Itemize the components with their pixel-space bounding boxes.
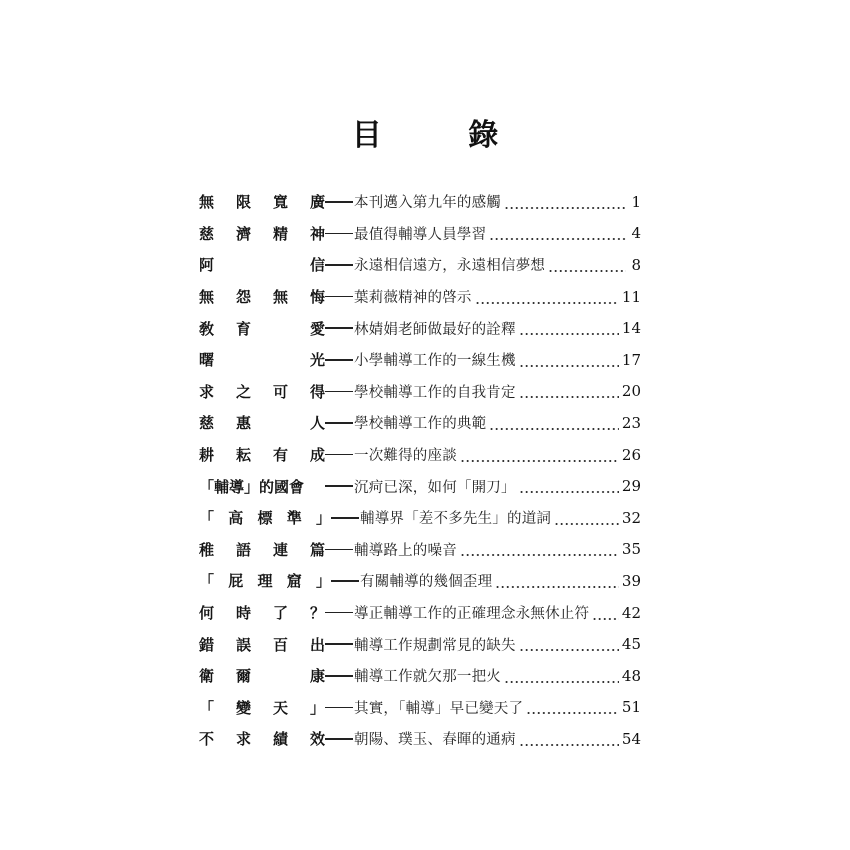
dot-leader	[548, 262, 626, 274]
toc-entry[interactable]	[199, 502, 641, 534]
heading-char: 篇	[310, 540, 326, 559]
heading-char: 誤	[236, 635, 252, 654]
page-number: 23	[621, 413, 641, 432]
em-dash-separator	[325, 201, 353, 203]
heading-char	[273, 349, 310, 370]
heading-char: 育	[236, 319, 252, 338]
dot-leader	[519, 357, 619, 369]
dot-leader	[592, 610, 619, 622]
heading-char: 得	[310, 382, 326, 401]
heading-char: 惠	[236, 414, 252, 433]
em-dash-separator	[325, 643, 353, 645]
heading-char: 「輔導」的國會	[199, 477, 305, 496]
heading-char: 求	[236, 730, 252, 749]
heading-char: 敎	[199, 319, 215, 338]
toc-entry[interactable]	[199, 218, 641, 250]
toc-entry[interactable]	[199, 723, 641, 755]
toc-entry[interactable]	[199, 660, 641, 692]
toc-entry-heading	[199, 381, 325, 402]
heading-char: 績	[273, 730, 289, 749]
dot-leader	[554, 515, 619, 527]
em-dash-separator	[331, 517, 359, 519]
heading-char: 連	[273, 540, 289, 559]
heading-char: 人	[310, 414, 326, 433]
em-dash-separator	[325, 612, 353, 614]
toc-entry[interactable]	[199, 534, 641, 566]
page-number: 45	[621, 635, 641, 654]
table-of-contents	[199, 186, 641, 755]
heading-char: 」	[316, 572, 332, 591]
heading-char	[273, 254, 310, 275]
toc-entry-heading	[199, 223, 325, 244]
toc-entry-subtitle: 輔導工作就欠那一把火	[354, 669, 501, 686]
heading-char: 屁	[228, 572, 244, 591]
toc-entry[interactable]	[199, 376, 641, 408]
heading-char: 愛	[310, 319, 326, 338]
em-dash-separator	[331, 580, 359, 582]
toc-entry-heading	[199, 254, 325, 275]
heading-char: 無	[199, 288, 215, 307]
heading-char: 神	[310, 224, 326, 243]
toc-entry-subtitle: 輔導工作規劃常見的缺失	[354, 637, 516, 654]
heading-char: 天	[273, 698, 289, 717]
heading-char: 「	[199, 698, 215, 717]
dot-leader	[526, 704, 619, 716]
page-number: 54	[621, 729, 641, 748]
heading-char: 「	[199, 572, 215, 591]
dot-leader	[475, 294, 619, 306]
toc-entry[interactable]	[199, 281, 641, 313]
toc-entry-subtitle: 學校輔導工作的典範	[354, 416, 487, 433]
heading-char: 無	[273, 288, 289, 307]
dot-leader	[489, 420, 619, 432]
page-number: 17	[621, 350, 641, 369]
toc-entry-heading	[199, 602, 325, 623]
heading-char: 百	[273, 635, 289, 654]
heading-char: 理	[257, 572, 273, 591]
heading-char: 寬	[273, 193, 289, 212]
toc-entry-heading	[199, 444, 325, 465]
toc-entry-subtitle: 小學輔導工作的一線生機	[354, 353, 516, 370]
toc-entry-heading	[199, 570, 331, 591]
em-dash-separator	[325, 422, 353, 424]
heading-char: 錯	[199, 635, 215, 654]
toc-entry-subtitle: 最值得輔導人員學習	[354, 226, 487, 243]
heading-char: 」	[316, 509, 332, 528]
heading-char: 了	[273, 604, 289, 623]
em-dash-separator	[325, 264, 353, 266]
heading-char: 精	[273, 224, 289, 243]
heading-char: 準	[286, 509, 302, 528]
page-number: 39	[621, 571, 641, 590]
heading-char: 濟	[236, 224, 252, 243]
toc-entry-subtitle: 沉疴已深，如何「開刀」	[354, 479, 516, 496]
toc-entry-heading	[199, 634, 325, 655]
heading-char: 曙	[199, 351, 215, 370]
em-dash-separator	[325, 391, 353, 393]
heading-char: 出	[310, 635, 326, 654]
heading-char: ？	[310, 604, 326, 623]
heading-char: 語	[236, 540, 252, 559]
toc-entry-subtitle: 導正輔導工作的正確理念永無休止符	[354, 606, 590, 623]
heading-char: 康	[310, 667, 326, 686]
dot-leader	[489, 230, 626, 242]
toc-entry-heading	[199, 697, 325, 718]
heading-char: 效	[310, 730, 326, 749]
heading-char: 之	[236, 382, 252, 401]
toc-entry-heading	[199, 412, 325, 433]
toc-entry-heading	[199, 349, 325, 370]
toc-entry[interactable]	[199, 565, 641, 597]
heading-char	[273, 412, 310, 433]
page-number: 26	[621, 445, 641, 464]
toc-entry[interactable]	[199, 407, 641, 439]
page-number: 42	[621, 603, 641, 622]
em-dash-separator	[325, 738, 353, 740]
heading-char: 不	[199, 730, 215, 749]
heading-char: 怨	[236, 288, 252, 307]
toc-entry[interactable]	[199, 439, 641, 471]
dot-leader	[519, 736, 619, 748]
toc-entry[interactable]	[199, 470, 641, 502]
toc-entry-subtitle: 其實，「輔導」早已變天了	[354, 700, 524, 717]
em-dash-separator	[325, 549, 353, 551]
heading-char	[273, 318, 310, 339]
dot-leader	[495, 578, 619, 590]
toc-entry[interactable]	[199, 597, 641, 629]
heading-char: 爾	[236, 667, 252, 686]
heading-char: 」	[310, 698, 326, 717]
toc-entry[interactable]	[199, 249, 641, 281]
heading-char: 耕	[199, 446, 215, 465]
heading-char: 阿	[199, 256, 215, 275]
em-dash-separator	[325, 233, 353, 235]
toc-entry-subtitle: 葉莉薇精神的啓示	[354, 290, 472, 307]
toc-entry-heading	[199, 539, 325, 560]
toc-entry[interactable]	[199, 628, 641, 660]
toc-entry[interactable]	[199, 312, 641, 344]
em-dash-separator	[325, 454, 353, 456]
page-number: 48	[621, 666, 641, 685]
dot-leader	[519, 388, 619, 400]
em-dash-separator	[325, 359, 353, 361]
heading-char: 慈	[199, 224, 215, 243]
toc-entry-heading	[199, 476, 325, 497]
heading-char: 稚	[199, 540, 215, 559]
heading-char	[236, 254, 273, 275]
dot-leader	[460, 452, 619, 464]
toc-entry-heading	[199, 728, 325, 749]
heading-char: 「	[199, 509, 215, 528]
dot-leader	[519, 325, 619, 337]
dot-leader	[460, 546, 619, 558]
toc-entry-subtitle: 學校輔導工作的自我肯定	[354, 384, 516, 401]
toc-entry[interactable]	[199, 344, 641, 376]
heading-char	[273, 665, 310, 686]
heading-char: 有	[273, 446, 289, 465]
toc-entry[interactable]	[199, 186, 641, 218]
toc-entry-heading	[199, 318, 325, 339]
heading-char: 成	[310, 446, 326, 465]
toc-entry[interactable]	[199, 692, 641, 724]
heading-char: 可	[273, 382, 289, 401]
heading-char: 標	[257, 509, 273, 528]
dot-leader	[504, 673, 619, 685]
page-number: 8	[631, 255, 641, 274]
page-number: 11	[621, 287, 641, 306]
heading-char: 耘	[236, 446, 252, 465]
page-number: 35	[621, 540, 641, 559]
heading-char: 時	[236, 604, 252, 623]
heading-char: 高	[228, 509, 244, 528]
em-dash-separator	[325, 296, 353, 298]
toc-entry-subtitle: 本刊邁入第九年的感觸	[354, 195, 501, 212]
page-number: 29	[621, 477, 641, 496]
toc-entry-subtitle: 輔導路上的噪音	[354, 542, 457, 559]
toc-entry-heading	[199, 191, 325, 212]
dot-leader	[504, 199, 626, 211]
heading-char: 衛	[199, 667, 215, 686]
heading-char	[236, 349, 273, 370]
page-number: 14	[621, 319, 641, 338]
heading-char: 何	[199, 604, 215, 623]
em-dash-separator	[325, 327, 353, 329]
heading-char: 悔	[310, 288, 326, 307]
em-dash-separator	[325, 707, 353, 709]
heading-char: 光	[310, 351, 326, 370]
page-number: 32	[621, 508, 641, 527]
toc-entry-subtitle: 朝陽、璞玉、春暉的通病	[354, 732, 516, 749]
dot-leader	[519, 483, 619, 495]
toc-entry-subtitle: 有關輔導的幾個歪理	[360, 574, 493, 591]
heading-char: 限	[236, 193, 252, 212]
toc-entry-subtitle: 一次難得的座談	[354, 448, 457, 465]
page-title: 目 錄	[351, 118, 537, 153]
toc-entry-subtitle: 輔導界「差不多先生」的道詞	[360, 511, 552, 528]
toc-entry-heading	[199, 665, 325, 686]
toc-entry-subtitle: 永遠相信遠方，永遠相信夢想	[354, 258, 546, 275]
page-number: 4	[631, 224, 641, 243]
heading-char: 信	[310, 256, 326, 275]
em-dash-separator	[325, 675, 353, 677]
toc-entry-heading	[199, 507, 331, 528]
toc-entry-subtitle: 林婧娟老師做最好的詮釋	[354, 321, 516, 338]
heading-char: 廣	[310, 193, 326, 212]
heading-char: 無	[199, 193, 215, 212]
em-dash-separator	[325, 485, 353, 487]
heading-char: 變	[236, 698, 252, 717]
dot-leader	[519, 641, 619, 653]
toc-entry-heading	[199, 286, 325, 307]
page-number: 20	[621, 382, 641, 401]
heading-char: 求	[199, 382, 215, 401]
heading-char: 慈	[199, 414, 215, 433]
page-number: 51	[621, 698, 641, 717]
page-number: 1	[631, 192, 641, 211]
heading-char: 窟	[286, 572, 302, 591]
